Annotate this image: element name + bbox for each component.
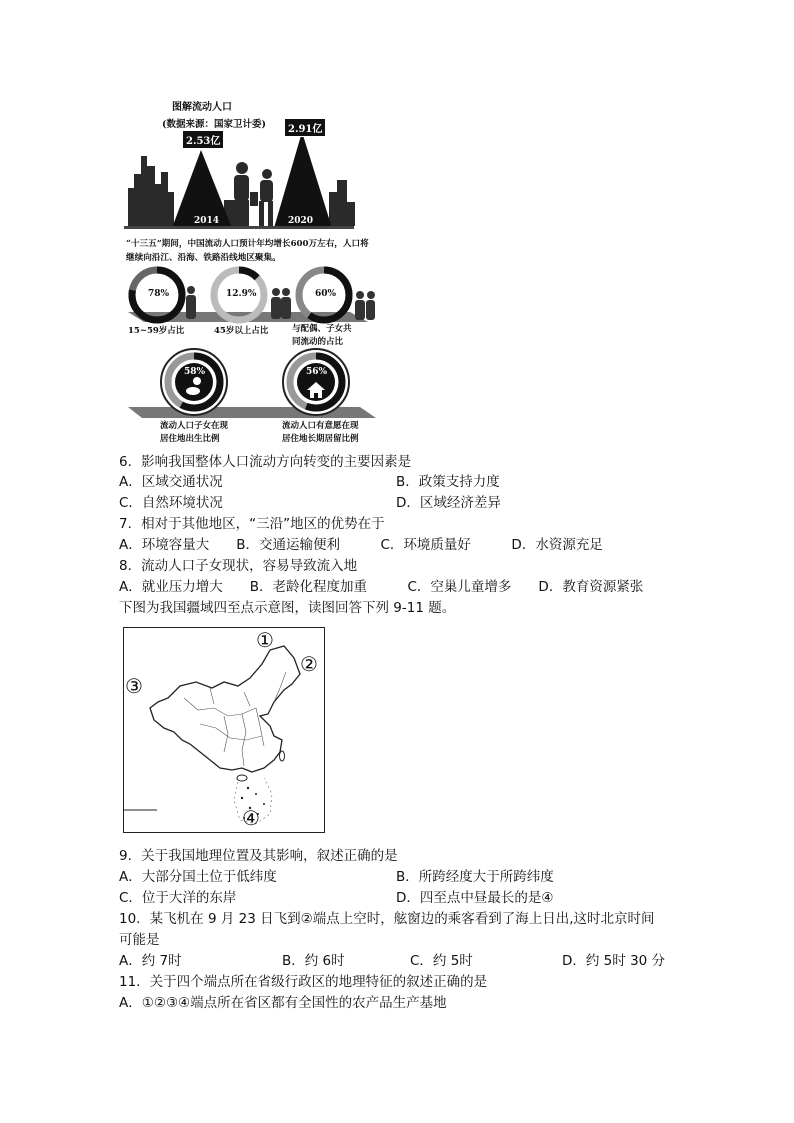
q9-option-c: C．位于大洋的东岸 <box>119 890 237 906</box>
infographic-graphic <box>124 96 402 446</box>
q8-stem: 8．流动人口子女现状，容易导致流入地 <box>119 558 358 574</box>
q9-stem: 9．关于我国地理位置及其影响，叙述正确的是 <box>119 848 398 864</box>
q10-option-c: C．约 5时 <box>410 953 473 969</box>
peak-2020-value: 2.91亿 <box>284 118 326 137</box>
q10-stem-line2: 可能是 <box>119 932 160 948</box>
q11-stem: 11．关于四个端点所在省级行政区的地理特征的叙述正确的是 <box>119 974 488 990</box>
stat-long-stay-value: 56% <box>306 367 328 377</box>
stat-born-here-value: 58% <box>184 367 206 377</box>
map-point-1: ① <box>256 628 274 652</box>
stat-long-stay-label-line1: 流动人口有意愿在现 <box>282 421 359 431</box>
map-point-4: ④ <box>242 806 260 830</box>
stat-family-label-line2: 同流动的占比 <box>292 337 344 347</box>
stat-family-label-line1: 与配偶、子女共 <box>292 324 352 334</box>
stat-born-here-label-line2: 居住地出生比例 <box>160 434 220 444</box>
stat-15-59-value: 78% <box>148 289 170 299</box>
year-2014-label: 2014 <box>194 216 220 226</box>
q7-stem: 7．相对于其他地区，“三沿”地区的优势在于 <box>119 516 385 532</box>
china-extreme-points-map <box>123 627 325 833</box>
q6-stem: 6．影响我国整体人口流动方向转变的主要因素是 <box>119 454 412 470</box>
q10-stem-line1: 10．某飞机在 9 月 23 日飞到②端点上空时，舷窗边的乘客看到了海上日出,这时北京时间 <box>119 911 655 927</box>
q6-option-a: A．区域交通状况 <box>119 474 223 490</box>
q10-option-a: A．约 7时 <box>119 953 182 969</box>
q9-option-d: D．四至点中昼最长的是④ <box>396 890 554 906</box>
q6-option-d: D．区域经济差异 <box>396 495 501 511</box>
infographic <box>124 96 402 446</box>
q11-option-a: A．①②③④端点所在省区都有全国性的农产品生产基地 <box>119 995 447 1011</box>
china-map-outline <box>124 628 324 832</box>
stat-15-59-label: 15~59岁占比 <box>128 326 185 336</box>
stat-family-value: 60% <box>315 289 337 299</box>
q7-options: A．环境容量大 B．交通运输便利 C．环境质量好 D．水资源充足 <box>119 537 603 553</box>
map-point-2: ② <box>300 652 318 676</box>
infographic-source: (数据来源：国家卫计委) <box>162 119 266 130</box>
stat-born-here-label-line1: 流动人口子女在现 <box>160 421 229 431</box>
infographic-title: 图解流动人口 <box>172 102 232 113</box>
infographic-description-line1: “十三五”期间，中国流动人口预计年均增长600万左右，人口将 <box>126 239 369 249</box>
stat-long-stay-label-line2: 居住地长期居留比例 <box>282 434 359 444</box>
map-point-3: ③ <box>125 674 143 698</box>
q9-option-b: B．所跨经度大于所跨纬度 <box>396 869 554 885</box>
map-intro: 下图为我国疆域四至点示意图，读图回答下列 9-11 题。 <box>119 600 456 616</box>
q10-option-d: D．约 5时 30 分 <box>562 953 666 969</box>
q10-option-b: B．约 6时 <box>282 953 345 969</box>
q8-options: A．就业压力增大 B．老龄化程度加重 C．空巢儿童增多 D．教育资源紧张 <box>119 579 644 595</box>
q9-option-a: A．大部分国土位于低纬度 <box>119 869 277 885</box>
stat-45-plus-label: 45岁以上占比 <box>214 326 269 336</box>
peak-2014-value: 2.53亿 <box>182 130 224 149</box>
q6-option-b: B．政策支持力度 <box>396 474 500 490</box>
q6-option-c: C．自然环境状况 <box>119 495 223 511</box>
year-2020-label: 2020 <box>288 216 314 226</box>
stat-45-plus-value: 12.9% <box>226 289 257 299</box>
infographic-description-line2: 继续向沿江、沿海、铁路沿线地区聚集。 <box>126 253 281 263</box>
